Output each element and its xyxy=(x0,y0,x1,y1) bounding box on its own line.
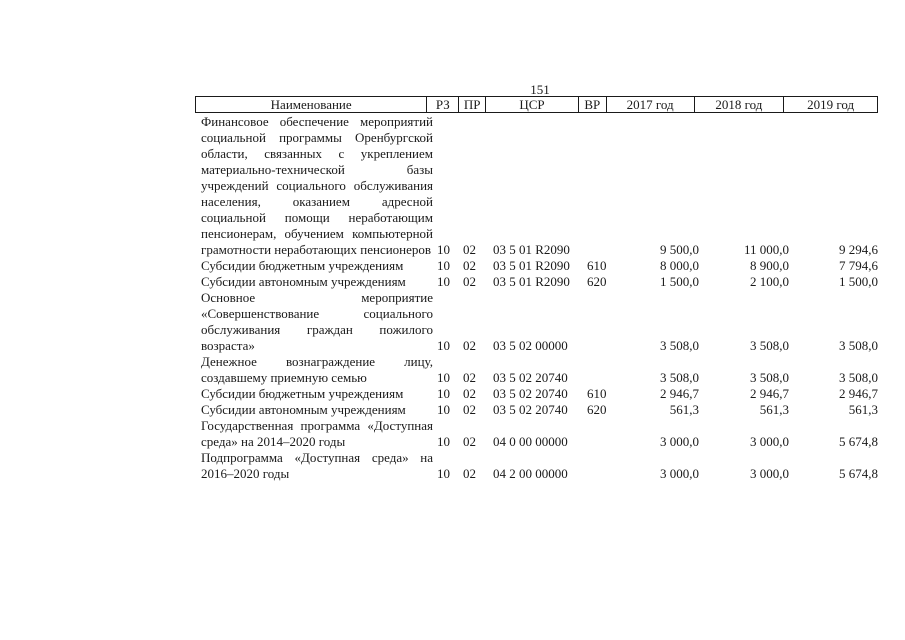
row-2017: 9 500,0 xyxy=(660,242,699,257)
table-row xyxy=(195,418,878,450)
row-pr: 02 xyxy=(463,370,476,385)
row-2017: 3 508,0 xyxy=(660,338,699,353)
header-2017: 2017 год xyxy=(607,97,695,112)
row-name: Подпрограмма «Доступная среда» на 2016–2020 годы xyxy=(201,450,433,481)
row-2019: 1 500,0 xyxy=(839,274,878,289)
row-rz: 10 xyxy=(437,370,450,385)
row-2018: 8 900,0 xyxy=(750,258,789,273)
row-2018: 3 508,0 xyxy=(750,370,789,385)
header-2019: 2019 год xyxy=(807,97,855,112)
row-2019: 5 674,8 xyxy=(839,466,878,481)
row-pr: 02 xyxy=(463,242,476,257)
row-2018: 3 000,0 xyxy=(750,466,789,481)
header-2018: 2018 год xyxy=(695,97,785,112)
row-name: Денежное вознаграждение лицу, создавшему приемную семью xyxy=(201,354,433,385)
row-2018: 3 000,0 xyxy=(750,434,789,449)
row-vr: 610 xyxy=(587,386,607,401)
row-csr: 03 5 01 R2090 xyxy=(493,242,570,257)
table-body xyxy=(195,114,878,482)
row-vr: 620 xyxy=(587,274,607,289)
header-csr: ЦСР xyxy=(486,97,579,112)
table-row xyxy=(195,450,878,482)
row-name: Субсидии автономным учреждениям xyxy=(201,274,406,289)
row-2018: 2 100,0 xyxy=(750,274,789,289)
row-2017: 1 500,0 xyxy=(660,274,699,289)
row-csr: 04 0 00 00000 xyxy=(493,434,568,449)
row-rz: 10 xyxy=(437,434,450,449)
row-name: Субсидии автономным учреждениям xyxy=(201,402,406,417)
row-2018: 3 508,0 xyxy=(750,338,789,353)
row-csr: 03 5 02 20740 xyxy=(493,402,568,417)
row-pr: 02 xyxy=(463,386,476,401)
table-row xyxy=(195,402,878,418)
row-2017: 3 508,0 xyxy=(660,370,699,385)
row-2017: 3 000,0 xyxy=(660,434,699,449)
row-name: Субсидии бюджетным учреждениям xyxy=(201,258,404,273)
row-2019: 561,3 xyxy=(848,402,878,417)
table-row xyxy=(195,274,878,290)
row-csr: 03 5 02 20740 xyxy=(493,370,568,385)
row-pr: 02 xyxy=(463,402,476,417)
row-2019: 7 794,6 xyxy=(839,258,878,273)
row-2019: 3 508,0 xyxy=(839,338,878,353)
row-rz: 10 xyxy=(437,466,450,481)
row-2017: 2 946,7 xyxy=(660,386,699,401)
row-2019: 3 508,0 xyxy=(839,370,878,385)
row-name: Государственная программа «Доступная среда» на 2014–2020 годы xyxy=(201,418,433,449)
row-pr: 02 xyxy=(463,466,476,481)
row-pr: 02 xyxy=(463,274,476,289)
table-row xyxy=(195,258,878,274)
row-rz: 10 xyxy=(437,402,450,417)
row-rz: 10 xyxy=(437,386,450,401)
row-rz: 10 xyxy=(437,274,450,289)
header-rz: РЗ xyxy=(427,97,459,112)
row-name: Основное мероприятие «Совершенствование социального обслуживания граждан пожилого возраста» xyxy=(201,290,433,353)
row-csr: 03 5 01 R2090 xyxy=(493,274,570,289)
table-row xyxy=(195,386,878,402)
row-pr: 02 xyxy=(463,338,476,353)
row-2018: 11 000,0 xyxy=(743,242,789,257)
row-rz: 10 xyxy=(437,258,450,273)
row-2017: 8 000,0 xyxy=(660,258,699,273)
row-2018: 561,3 xyxy=(759,402,789,417)
row-2017: 3 000,0 xyxy=(660,466,699,481)
table-row xyxy=(195,114,878,258)
row-pr: 02 xyxy=(463,258,476,273)
row-name: Субсидии бюджетным учреждениям xyxy=(201,386,404,401)
row-csr: 04 2 00 00000 xyxy=(493,466,568,481)
row-vr: 620 xyxy=(587,402,607,417)
row-2019: 5 674,8 xyxy=(839,434,878,449)
table-header xyxy=(195,96,878,113)
row-2019: 9 294,6 xyxy=(839,242,878,257)
row-rz: 10 xyxy=(437,242,450,257)
row-csr: 03 5 01 R2090 xyxy=(493,258,570,273)
row-csr: 03 5 02 00000 xyxy=(493,338,568,353)
header-pr: ПР xyxy=(459,97,486,112)
header-name: Наименование xyxy=(196,97,427,112)
table-row xyxy=(195,354,878,386)
row-2017: 561,3 xyxy=(669,402,699,417)
row-rz: 10 xyxy=(437,338,450,353)
header-vr: ВР xyxy=(579,97,607,112)
row-name: Финансовое обеспечение мероприятий социальной программы Оренбургской области, связанных с укреплением материально-технической базы учреждений социального обслуживания населения, оказанием адресной социальной помощи неработающим пенсионерам, обучением компьютерной грамотности неработающих пенсионеров xyxy=(201,114,433,257)
row-csr: 03 5 02 20740 xyxy=(493,386,568,401)
row-2019: 2 946,7 xyxy=(839,386,878,401)
row-pr: 02 xyxy=(463,434,476,449)
row-vr: 610 xyxy=(587,258,607,273)
table-row xyxy=(195,290,878,354)
page-number: 151 xyxy=(530,82,550,97)
row-2018: 2 946,7 xyxy=(750,386,789,401)
